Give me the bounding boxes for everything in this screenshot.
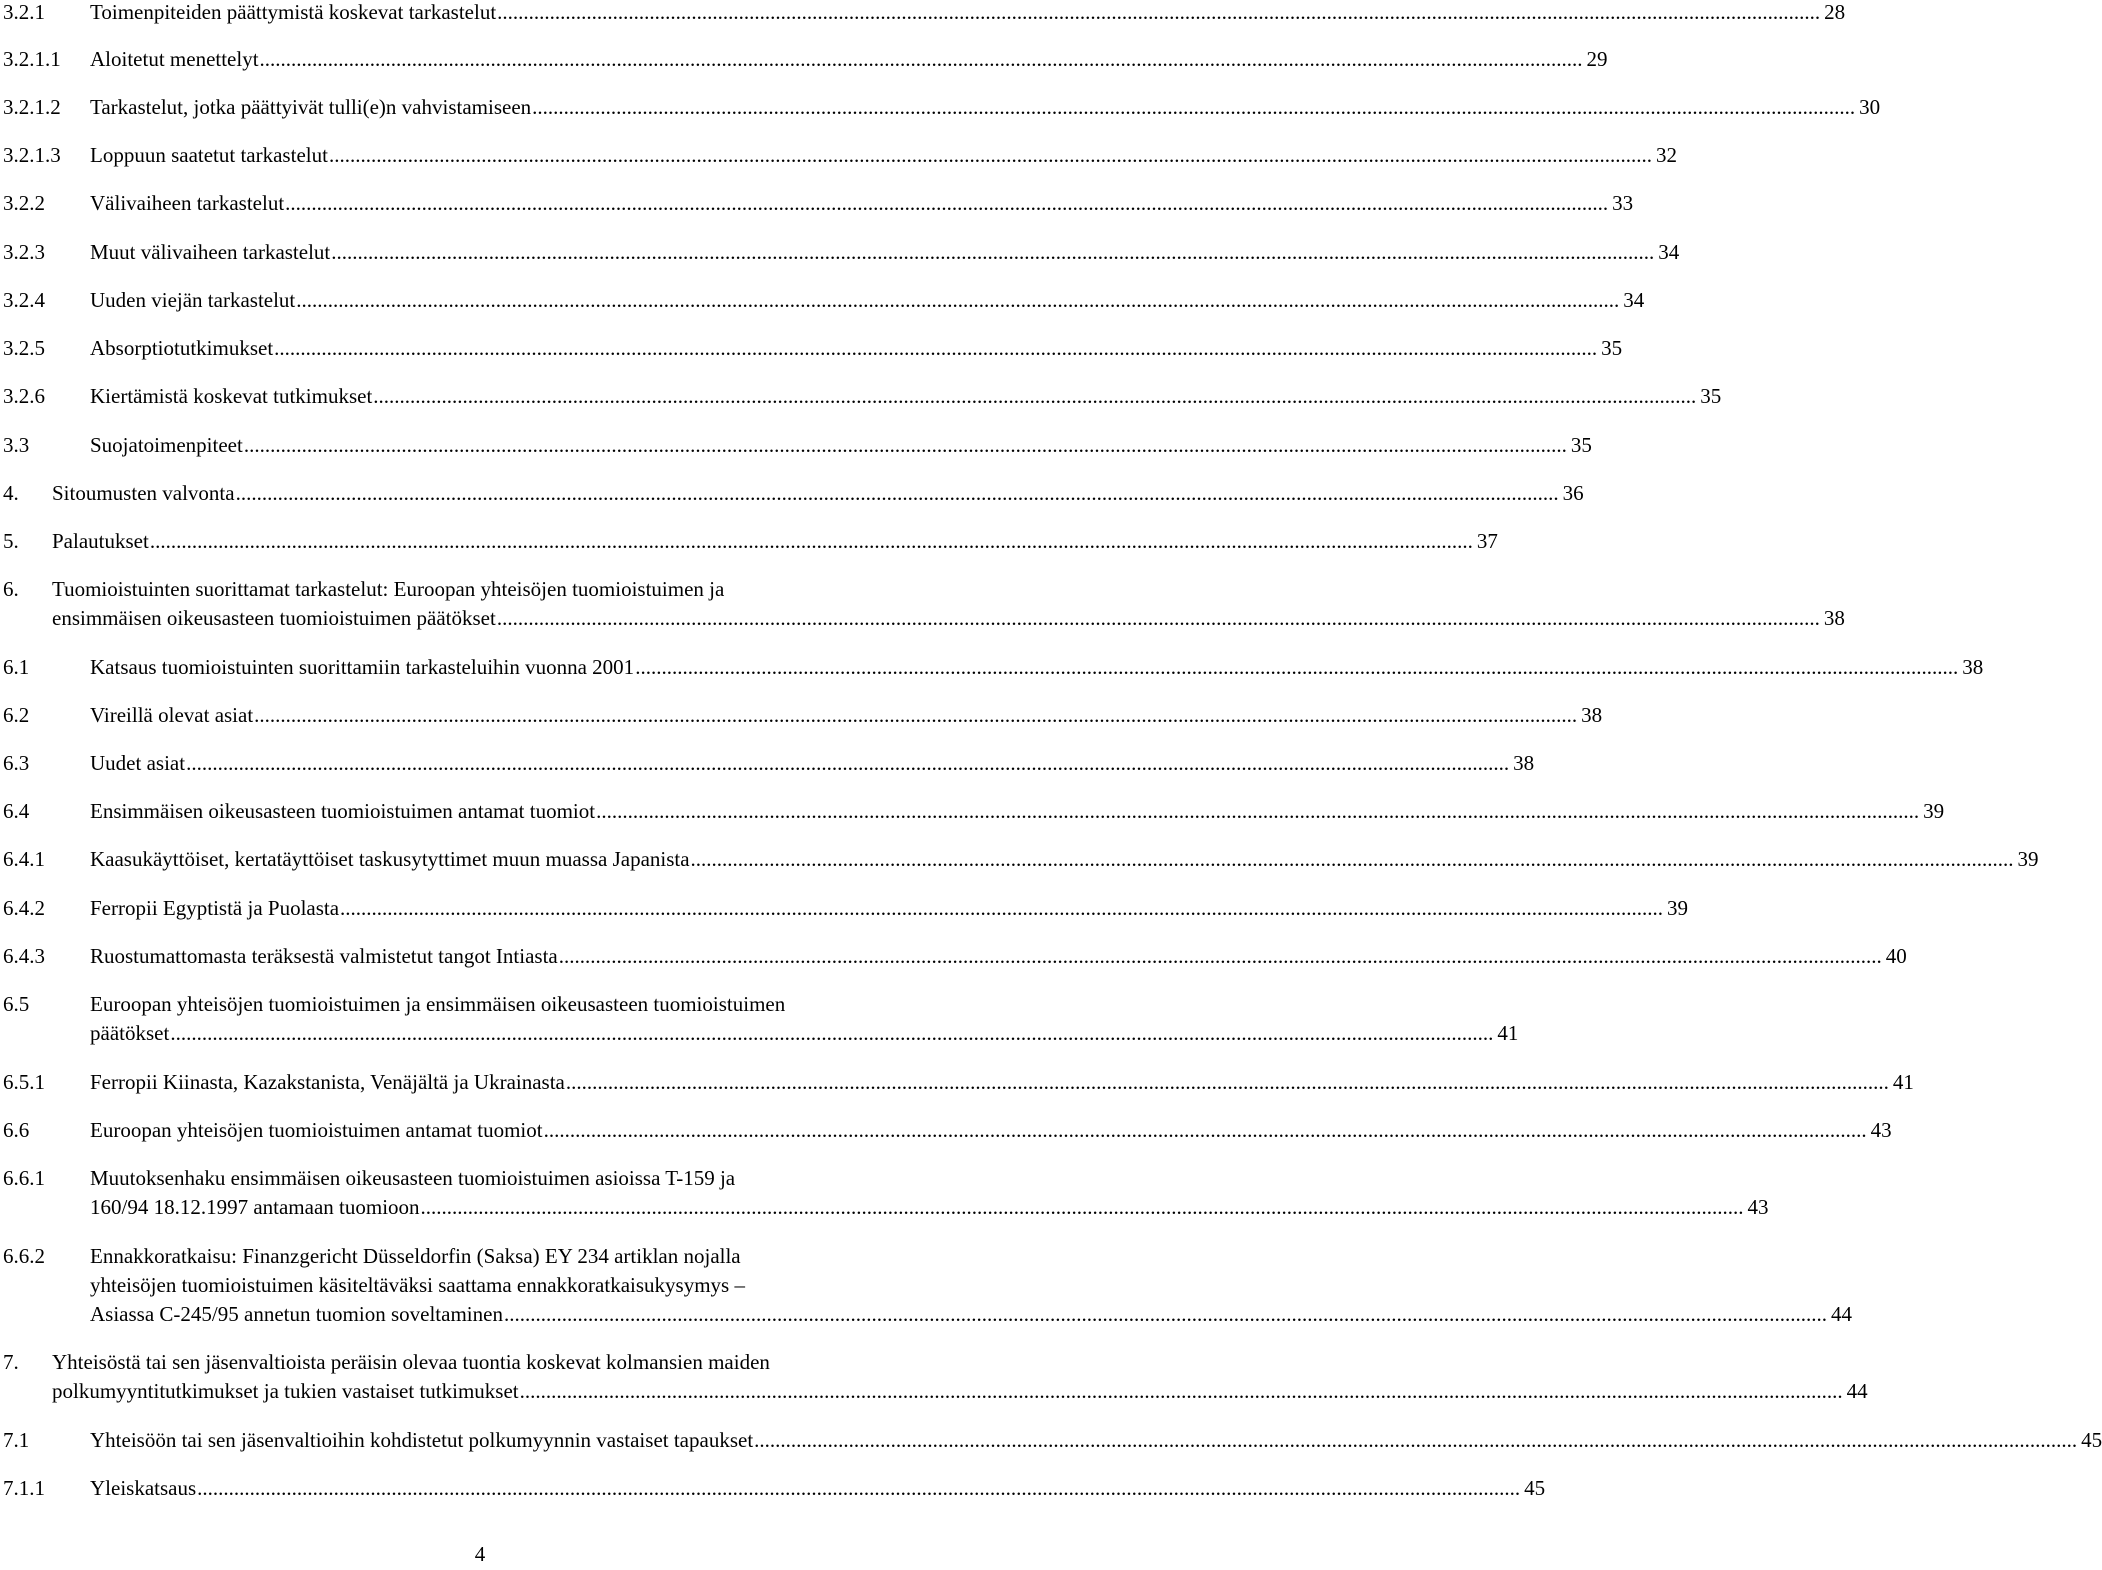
toc-entry-title: Toimenpiteiden päättymistä koskevat tarkastelut [90, 0, 497, 24]
toc-entry-body [90, 845, 2039, 874]
toc-entry-title: päätökset [90, 1021, 170, 1045]
toc-entry-title: Tuomioistuinten suorittamat tarkastelut: Euroopan yhteisöjen tuomioistuimen ja [52, 577, 725, 601]
toc-entry-page: 39 [1923, 799, 1945, 823]
toc-entry-title: Asiassa C-245/95 annetun tuomion soveltaminen [90, 1302, 503, 1326]
toc-entry-body [90, 797, 1945, 826]
toc-entry-number: 6.6.2 [3, 1244, 45, 1268]
toc-entry-page: 35 [1601, 336, 1623, 360]
toc-entry-line [90, 0, 1846, 27]
toc-entry-page: 32 [1655, 143, 1677, 167]
toc-entry-body [52, 1348, 1868, 1406]
toc-entry-body [90, 382, 1722, 411]
toc-entry-line [90, 45, 1608, 74]
toc-entry-line [90, 1116, 1892, 1145]
toc-leader-dots [236, 479, 1559, 508]
toc-entry-number: 3.2.1 [3, 0, 45, 24]
toc-entry-line [90, 1474, 1546, 1503]
toc-entry-title: Uudet asiat [90, 751, 186, 775]
toc-leader-dots [754, 1426, 2077, 1455]
toc-entry-page: 37 [1476, 529, 1498, 553]
toc-entry-number: 6.2 [3, 703, 30, 727]
toc-entry-number: 3.2.1.2 [3, 95, 61, 119]
toc-entry-line [90, 749, 1535, 778]
toc-leader-dots [329, 141, 1652, 170]
toc-entry-number: 7. [3, 1350, 19, 1374]
toc-entry-page: 43 [1747, 1195, 1769, 1219]
toc-entry-title: Ennakkoratkaisu: Finanzgericht Düsseldorfin (Saksa) EY 234 artiklan nojalla [90, 1244, 741, 1268]
toc-entry-number: 6.5 [3, 992, 30, 1016]
toc-entry-page: 35 [1700, 384, 1722, 408]
toc-entry-line [52, 1348, 960, 1377]
toc-entry-title: Tarkastelut, jotka päättyivät tulli(e)n vahvistamiseen [90, 95, 532, 119]
toc-entry-number: 6.1 [3, 655, 30, 679]
toc-leader-dots [285, 189, 1608, 218]
toc-entry-body [90, 653, 1984, 682]
toc-entry-line [90, 431, 1592, 460]
toc-leader-dots [559, 942, 1882, 971]
toc-entry-title: Euroopan yhteisöjen tuomioistuimen ja ensimmäisen oikeusasteen tuomioistuimen [90, 992, 786, 1016]
toc-entry-page: 34 [1658, 240, 1680, 264]
toc-entry-number: 5. [3, 529, 19, 553]
toc-entry-page: 38 [1513, 751, 1535, 775]
toc-entry-title: Yhteisöön tai sen jäsenvaltioihin kohdistetut polkumyynnin vastaiset tapaukset [90, 1428, 754, 1452]
toc-entry-line [90, 141, 1677, 170]
toc-entry-body [90, 238, 1680, 267]
toc-entry-body [90, 45, 1608, 74]
toc-entry-number: 3.2.6 [3, 384, 45, 408]
toc-entry-number: 6.4.2 [3, 896, 45, 920]
toc-entry-title: Muut välivaiheen tarkastelut [90, 240, 331, 264]
toc-entry-number: 6.5.1 [3, 1070, 45, 1094]
toc-entry-body [90, 141, 1677, 170]
toc-leader-dots [186, 749, 1509, 778]
toc-entry-title: Ruostumattomasta teräksestä valmistetut tangot Intiasta [90, 944, 558, 968]
toc-entry-page: 41 [1892, 1070, 1914, 1094]
toc-entry-number: 6.4 [3, 799, 30, 823]
toc-leader-dots [296, 286, 1619, 315]
toc-entry-body [90, 990, 1519, 1048]
toc-entry-body [90, 894, 1689, 923]
toc-entry-body [90, 0, 1846, 27]
toc-entry-body [90, 749, 1535, 778]
toc-entry-title: Kiertämistä koskevat tutkimukset [90, 384, 373, 408]
toc-entry-line [90, 990, 960, 1019]
toc-entry-body [90, 189, 1634, 218]
toc-entry-number: 7.1 [3, 1428, 30, 1452]
page-number: 4 [474, 1542, 486, 1566]
toc-entry-line [90, 1242, 960, 1271]
toc-leader-dots [520, 1377, 1843, 1406]
toc-entry-body [90, 701, 1603, 730]
toc-entry-number: 6.4.3 [3, 944, 45, 968]
toc-entry-body [90, 1242, 1852, 1329]
toc-entry-page: 35 [1570, 433, 1592, 457]
toc-leader-dots [340, 894, 1663, 923]
toc-entry-number: 3.2.2 [3, 191, 45, 215]
toc-leader-dots [244, 431, 1567, 460]
toc-entry-line [90, 382, 1722, 411]
toc-entry-body [90, 1068, 1914, 1097]
toc-entry-line [90, 1271, 960, 1300]
toc-entry-line [90, 1068, 1914, 1097]
toc-leader-dots [274, 334, 1597, 363]
toc-leader-dots [197, 1474, 1520, 1503]
toc-entry-page: 33 [1612, 191, 1634, 215]
toc-entry-title: Palautukset [52, 529, 149, 553]
toc-entry-title: Aloitetut menettelyt [90, 47, 259, 71]
toc-entry-title: Yleiskatsaus [90, 1476, 197, 1500]
toc-leader-dots [373, 382, 1696, 411]
toc-entry-number: 3.2.3 [3, 240, 45, 264]
toc-entry-title: Absorptiotutkimukset [90, 336, 274, 360]
toc-entry-title: Uuden viejän tarkastelut [90, 288, 296, 312]
toc-entry-line [90, 1019, 1519, 1048]
toc-entry-number: 3.3 [3, 433, 30, 457]
toc-entry-number: 3.2.1.1 [3, 47, 61, 71]
toc-entry-page: 36 [1562, 481, 1584, 505]
toc-entry-title: Välivaiheen tarkastelut [90, 191, 285, 215]
toc-entry-title: Ensimmäisen oikeusasteen tuomioistuimen antamat tuomiot [90, 799, 596, 823]
toc-entry-line [90, 238, 1680, 267]
toc-leader-dots [691, 845, 2014, 874]
toc-leader-dots [566, 1068, 1889, 1097]
toc-entry-title: Katsaus tuomioistuinten suorittamiin tarkasteluihin vuonna 2001 [90, 655, 635, 679]
toc-entry-body [52, 479, 1584, 508]
toc-entry-line [90, 1164, 960, 1193]
toc-entry-body [90, 286, 1645, 315]
toc-entry-line [90, 653, 1984, 682]
toc-entry-line [90, 701, 1603, 730]
toc-entry-body [52, 575, 1845, 633]
toc-entry-title: Kaasukäyttöiset, kertatäyttöiset taskusytyttimet muun muassa Japanista [90, 847, 690, 871]
toc-entry-body [90, 942, 1907, 971]
toc-entry-number: 3.2.4 [3, 288, 45, 312]
toc-entry-line [90, 845, 2039, 874]
toc-entry-page: 28 [1824, 0, 1846, 24]
toc-entry-body [90, 1116, 1892, 1145]
toc-leader-dots [150, 527, 1473, 556]
toc-leader-dots [532, 93, 1855, 122]
toc-entry-title: Vireillä olevat asiat [90, 703, 254, 727]
toc-entry-line [90, 189, 1634, 218]
toc-entry-title: Muutoksenhaku ensimmäisen oikeusasteen tuomioistuimen asioissa T-159 ja [90, 1166, 736, 1190]
toc-entry-page: 40 [1885, 944, 1907, 968]
toc-entry-body [90, 334, 1623, 363]
toc-entry-page: 39 [1667, 896, 1689, 920]
toc-entry-number: 7.1.1 [3, 1476, 45, 1500]
toc-entry-page: 38 [1962, 655, 1984, 679]
toc-leader-dots [635, 653, 1958, 682]
toc-leader-dots [170, 1019, 1493, 1048]
toc-entry-title: polkumyyntitutkimukset ja tukien vastaiset tutkimukset [52, 1379, 519, 1403]
toc-leader-dots [260, 45, 1583, 74]
toc-entry-line [52, 1377, 1868, 1406]
toc-leader-dots [504, 1300, 1827, 1329]
toc-leader-dots [497, 604, 1820, 633]
toc-entry-page: 34 [1623, 288, 1645, 312]
toc-entry-line [90, 1193, 1769, 1222]
toc-leader-dots [254, 701, 1577, 730]
toc-entry-title: Euroopan yhteisöjen tuomioistuimen antamat tuomiot [90, 1118, 543, 1142]
toc-entry-page: 38 [1823, 606, 1845, 630]
toc-leader-dots [331, 238, 1654, 267]
toc-entry-number: 6.6.1 [3, 1166, 45, 1190]
toc-entry-body [90, 1164, 1769, 1222]
toc-entry-number: 6.3 [3, 751, 30, 775]
toc-entry-page: 29 [1586, 47, 1608, 71]
toc-entry-page: 44 [1830, 1302, 1852, 1326]
toc-entry-line [52, 479, 1584, 508]
toc-entry-line [90, 1426, 2102, 1455]
toc-entry-title: Ferropii Kiinasta, Kazakstanista, Venäjältä ja Ukrainasta [90, 1070, 565, 1094]
toc-entry-number: 6.6 [3, 1118, 30, 1142]
toc-entry-body [90, 1474, 1546, 1503]
toc-entry-body [90, 431, 1592, 460]
toc-entry-line [90, 797, 1945, 826]
toc-entry-title: 160/94 18.12.1997 antamaan tuomioon [90, 1195, 420, 1219]
toc-entry-body [90, 93, 1881, 122]
toc-entry-title: Loppuun saatetut tarkastelut [90, 143, 328, 167]
toc-entry-number: 3.2.1.3 [3, 143, 61, 167]
toc-entry-body [52, 527, 1498, 556]
toc-leader-dots [544, 1116, 1867, 1145]
toc-entry-page: 39 [2017, 847, 2039, 871]
toc-leader-dots [421, 1193, 1744, 1222]
toc-entry-title: Yhteisöstä tai sen jäsenvaltioista peräisin olevaa tuontia koskevat kolmansien maiden [52, 1350, 770, 1374]
toc-entry-page: 43 [1870, 1118, 1892, 1142]
toc-entry-title: Ferropii Egyptistä ja Puolasta [90, 896, 340, 920]
toc-entry-page: 38 [1581, 703, 1603, 727]
toc-leader-dots [497, 0, 1820, 27]
toc-entry-number: 4. [3, 481, 19, 505]
toc-entry-title: Sitoumusten valvonta [52, 481, 235, 505]
toc-entry-number: 6.4.1 [3, 847, 45, 871]
toc-entry-line [90, 334, 1623, 363]
toc-entry-line [52, 575, 960, 604]
toc-entry-line [90, 1300, 1852, 1329]
toc-entry-line [90, 942, 1907, 971]
toc-entry-page: 30 [1859, 95, 1881, 119]
toc-entry-line [52, 604, 1845, 633]
toc-entry-page: 44 [1846, 1379, 1868, 1403]
toc-entry-title: Suojatoimenpiteet [90, 433, 243, 457]
toc-entry-page: 45 [1524, 1476, 1546, 1500]
toc-entry-line [52, 527, 1498, 556]
toc-entry-title: ensimmäisen oikeusasteen tuomioistuimen päätökset [52, 606, 496, 630]
toc-entry-line [90, 93, 1881, 122]
toc-entry-line [90, 894, 1689, 923]
toc-entry-title: yhteisöjen tuomioistuimen käsiteltäväksi saattama ennakkoratkaisukysymys – [90, 1273, 745, 1297]
toc-entry-page: 45 [2081, 1428, 2102, 1452]
toc-entry-line [90, 286, 1645, 315]
toc-entry-number: 3.2.5 [3, 336, 45, 360]
toc-leader-dots [596, 797, 1919, 826]
toc-entry-page: 41 [1497, 1021, 1519, 1045]
toc-entry-number: 6. [3, 577, 19, 601]
toc-entry-body [90, 1426, 2102, 1455]
